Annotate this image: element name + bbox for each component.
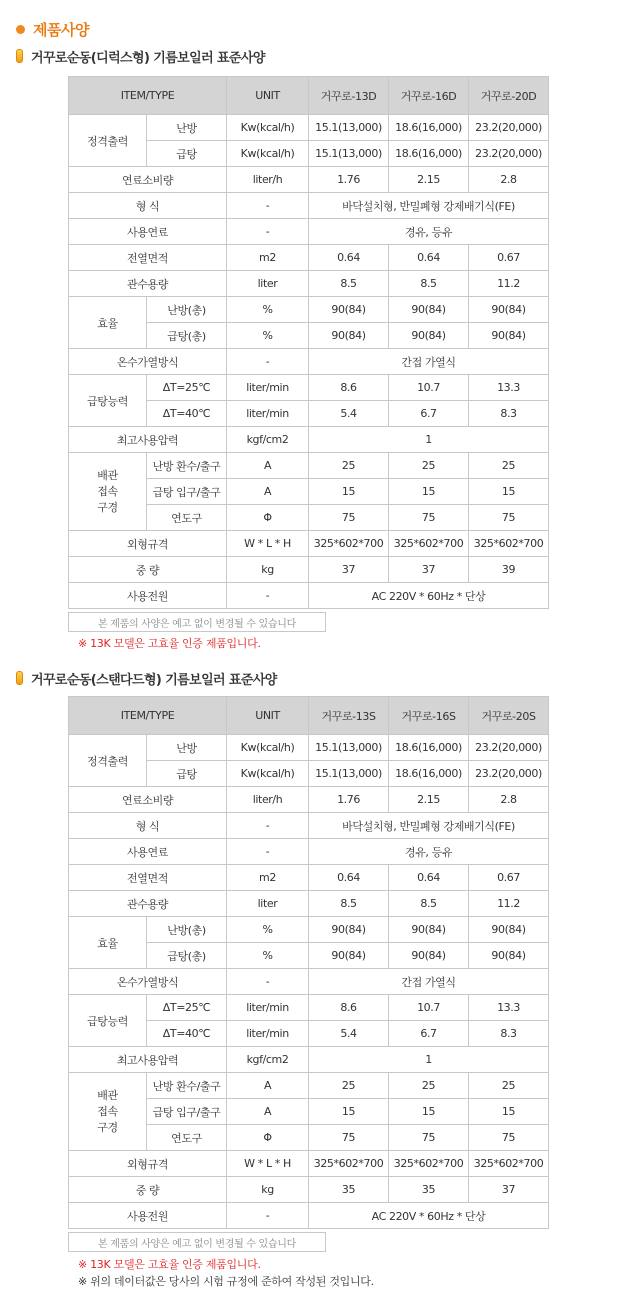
table-row [69, 1073, 549, 1099]
value-cell: 325*602*700 [469, 1151, 549, 1177]
value-cell: 2.15 [389, 787, 469, 813]
unit-cell: W * L * H [227, 531, 309, 557]
table-row [69, 167, 549, 193]
sub-label: 난방 [147, 735, 227, 761]
sub-label: 난방 [147, 115, 227, 141]
table-row [69, 787, 549, 813]
piping-label-line: 배관 [97, 468, 118, 482]
unit-cell: % [227, 297, 309, 323]
value-cell: 90(84) [389, 917, 469, 943]
value-cell: 18.6(16,000) [389, 735, 469, 761]
unit-cell: m2 [227, 865, 309, 891]
row-label: 사용전원 [69, 1203, 227, 1229]
unit-cell: % [227, 917, 309, 943]
row-label: 형 식 [69, 193, 227, 219]
bullet-icon [16, 25, 25, 34]
value-cell: 90(84) [309, 917, 389, 943]
row-label: 온수가열방식 [69, 969, 227, 995]
value-cell: 0.64 [389, 245, 469, 271]
row-label: 정격출력 [69, 735, 147, 787]
value-cell: 90(84) [389, 943, 469, 969]
value-cell: 75 [389, 1125, 469, 1151]
unit-cell: A [227, 1073, 309, 1099]
section-title-deluxe [16, 46, 265, 66]
unit-cell: liter/min [227, 375, 309, 401]
unit-cell: liter [227, 891, 309, 917]
sub-label: ΔT=40℃ [147, 1021, 227, 1047]
row-label-piping [69, 453, 147, 531]
unit-cell: kg [227, 557, 309, 583]
piping-label-line: 구경 [97, 1120, 118, 1134]
value-cell: 90(84) [389, 323, 469, 349]
sub-label: 난방(총) [147, 297, 227, 323]
value-cell: 90(84) [469, 323, 549, 349]
unit-cell: kg [227, 1177, 309, 1203]
value-cell: 8.5 [389, 271, 469, 297]
value-cell: 37 [469, 1177, 549, 1203]
value-cell: 간접 가열식 [309, 349, 549, 375]
value-cell: 0.64 [389, 865, 469, 891]
row-label: 연료소비량 [69, 167, 227, 193]
section-marker-icon [16, 671, 23, 685]
table-header-row [69, 77, 549, 115]
value-cell: 18.6(16,000) [389, 141, 469, 167]
value-cell: 25 [469, 453, 549, 479]
table-row [69, 839, 549, 865]
table-row [69, 245, 549, 271]
table-row [69, 453, 549, 479]
sub-label: 연도구 [147, 1125, 227, 1151]
value-cell: 25 [469, 1073, 549, 1099]
table-row [69, 1177, 549, 1203]
sub-label: ΔT=40℃ [147, 401, 227, 427]
table-row [69, 735, 549, 761]
section-title-text: 거꾸로순동(스탠다드형) 기름보일러 표준사양 [31, 672, 277, 688]
value-cell: 25 [389, 1073, 469, 1099]
unit-cell: - [227, 813, 309, 839]
table-row [69, 271, 549, 297]
row-label: 외형규격 [69, 1151, 227, 1177]
value-cell: 15 [389, 479, 469, 505]
value-cell: 23.2(20,000) [469, 735, 549, 761]
unit-cell: - [227, 969, 309, 995]
table-row [69, 1047, 549, 1073]
value-cell: 37 [309, 557, 389, 583]
row-label-piping [69, 1073, 147, 1151]
section-marker-icon [16, 49, 23, 63]
value-cell: 10.7 [389, 995, 469, 1021]
table-row [69, 813, 549, 839]
header-model: 거꾸로-16D [389, 77, 469, 115]
value-cell: 1.76 [309, 787, 389, 813]
table-row [69, 375, 549, 401]
row-label: 관수용량 [69, 271, 227, 297]
value-cell: 15 [469, 1099, 549, 1125]
value-cell: 25 [389, 453, 469, 479]
value-cell: 13.3 [469, 375, 549, 401]
unit-cell: W * L * H [227, 1151, 309, 1177]
unit-cell: Kw(kcal/h) [227, 761, 309, 787]
unit-cell: Kw(kcal/h) [227, 141, 309, 167]
value-cell: 10.7 [389, 375, 469, 401]
sub-label: 연도구 [147, 505, 227, 531]
piping-label-line: 배관 [97, 1088, 118, 1102]
value-cell: AC 220V * 60Hz * 단상 [309, 1203, 549, 1229]
value-cell: 8.6 [309, 995, 389, 1021]
unit-cell: - [227, 1203, 309, 1229]
header-model: 거꾸로-20D [469, 77, 549, 115]
row-label: 외형규격 [69, 531, 227, 557]
row-label: 사용연료 [69, 839, 227, 865]
value-cell: 2.8 [469, 167, 549, 193]
value-cell: 15 [309, 1099, 389, 1125]
unit-cell: liter/min [227, 1021, 309, 1047]
table-row [69, 891, 549, 917]
value-cell: 325*602*700 [469, 531, 549, 557]
row-label: 관수용량 [69, 891, 227, 917]
value-cell: 90(84) [469, 297, 549, 323]
page-title [16, 16, 89, 42]
unit-cell: kgf/cm2 [227, 427, 309, 453]
notice-box: 본 제품의 사양은 예고 없이 변경될 수 있습니다 [68, 612, 326, 632]
piping-label-line: 접속 [97, 484, 118, 498]
value-cell: 325*602*700 [309, 1151, 389, 1177]
value-cell: 90(84) [469, 943, 549, 969]
value-cell: 2.8 [469, 787, 549, 813]
value-cell: 8.5 [309, 271, 389, 297]
value-cell: 23.2(20,000) [469, 115, 549, 141]
page-title-text: 제품사양 [33, 20, 89, 39]
spec-table-deluxe [68, 76, 549, 609]
value-cell: 5.4 [309, 1021, 389, 1047]
table-row [69, 115, 549, 141]
piping-label-line: 구경 [97, 500, 118, 514]
value-cell: 0.64 [309, 865, 389, 891]
table-header-row [69, 697, 549, 735]
value-cell: 바닥설치형, 반밀폐형 강제배기식(FE) [309, 193, 549, 219]
unit-cell: Φ [227, 1125, 309, 1151]
row-label: 정격출력 [69, 115, 147, 167]
sub-label: 급탕(총) [147, 943, 227, 969]
value-cell: 15.1(13,000) [309, 115, 389, 141]
value-cell: 15.1(13,000) [309, 141, 389, 167]
value-cell: 6.7 [389, 401, 469, 427]
unit-cell: Kw(kcal/h) [227, 735, 309, 761]
unit-cell: A [227, 1099, 309, 1125]
sub-label: 급탕 [147, 761, 227, 787]
sub-label: 급탕 입구/출구 [147, 479, 227, 505]
row-label: 전열면적 [69, 865, 227, 891]
section-title-standard [16, 668, 277, 688]
value-cell: 23.2(20,000) [469, 141, 549, 167]
row-label: 효율 [69, 917, 147, 969]
value-cell: 15.1(13,000) [309, 735, 389, 761]
table-row [69, 1203, 549, 1229]
header-model: 거꾸로-16S [389, 697, 469, 735]
table-row [69, 531, 549, 557]
row-label: 급탕능력 [69, 995, 147, 1047]
unit-cell: % [227, 323, 309, 349]
table-row [69, 917, 549, 943]
value-cell: 8.3 [469, 401, 549, 427]
unit-cell: m2 [227, 245, 309, 271]
value-cell: 경유, 등유 [309, 839, 549, 865]
value-cell: 90(84) [309, 297, 389, 323]
note-high-efficiency: ※ 13K 모델은 고효율 인증 제품입니다. [78, 1258, 261, 1271]
value-cell: 35 [309, 1177, 389, 1203]
value-cell: 15.1(13,000) [309, 761, 389, 787]
row-label: 중 량 [69, 557, 227, 583]
table-row [69, 969, 549, 995]
value-cell: 0.64 [309, 245, 389, 271]
value-cell: 1 [309, 1047, 549, 1073]
header-unit: UNIT [227, 77, 309, 115]
value-cell: 75 [469, 505, 549, 531]
value-cell: 11.2 [469, 891, 549, 917]
row-label: 전열면적 [69, 245, 227, 271]
header-unit: UNIT [227, 697, 309, 735]
value-cell: 90(84) [469, 917, 549, 943]
row-label: 급탕능력 [69, 375, 147, 427]
unit-cell: - [227, 349, 309, 375]
table-row [69, 297, 549, 323]
row-label: 최고사용압력 [69, 1047, 227, 1073]
value-cell: 75 [389, 505, 469, 531]
unit-cell: kgf/cm2 [227, 1047, 309, 1073]
row-label: 중 량 [69, 1177, 227, 1203]
value-cell: 11.2 [469, 271, 549, 297]
value-cell: 39 [469, 557, 549, 583]
value-cell: 8.6 [309, 375, 389, 401]
value-cell: 90(84) [309, 943, 389, 969]
note-test-standard: ※ 위의 데이터값은 당사의 시험 규정에 준하여 작성된 것입니다. [78, 1275, 374, 1288]
value-cell: 15 [309, 479, 389, 505]
unit-cell: - [227, 583, 309, 609]
unit-cell: - [227, 839, 309, 865]
value-cell: 75 [309, 1125, 389, 1151]
row-label: 최고사용압력 [69, 427, 227, 453]
sub-label: 난방 환수/출구 [147, 1073, 227, 1099]
header-item-type: ITEM/TYPE [69, 77, 227, 115]
value-cell: 37 [389, 557, 469, 583]
table-row [69, 583, 549, 609]
spec-table-standard [68, 696, 549, 1229]
value-cell: 1.76 [309, 167, 389, 193]
value-cell: 8.5 [309, 891, 389, 917]
value-cell: 0.67 [469, 865, 549, 891]
table-row [69, 557, 549, 583]
header-model: 거꾸로-13S [309, 697, 389, 735]
sub-label: 급탕(총) [147, 323, 227, 349]
sub-label: 난방 환수/출구 [147, 453, 227, 479]
value-cell: 75 [469, 1125, 549, 1151]
row-label: 효율 [69, 297, 147, 349]
row-label: 사용전원 [69, 583, 227, 609]
sub-label: 급탕 입구/출구 [147, 1099, 227, 1125]
unit-cell: Kw(kcal/h) [227, 115, 309, 141]
unit-cell: - [227, 193, 309, 219]
notice-box: 본 제품의 사양은 예고 없이 변경될 수 있습니다 [68, 1232, 326, 1252]
header-model: 거꾸로-13D [309, 77, 389, 115]
sub-label: ΔT=25℃ [147, 375, 227, 401]
value-cell: AC 220V * 60Hz * 단상 [309, 583, 549, 609]
header-item-type: ITEM/TYPE [69, 697, 227, 735]
value-cell: 2.15 [389, 167, 469, 193]
value-cell: 325*602*700 [309, 531, 389, 557]
value-cell: 75 [309, 505, 389, 531]
sub-label: ΔT=25℃ [147, 995, 227, 1021]
table-row [69, 349, 549, 375]
row-label: 연료소비량 [69, 787, 227, 813]
row-label: 사용연료 [69, 219, 227, 245]
unit-cell: % [227, 943, 309, 969]
sub-label: 급탕 [147, 141, 227, 167]
value-cell: 325*602*700 [389, 1151, 469, 1177]
unit-cell: A [227, 453, 309, 479]
value-cell: 6.7 [389, 1021, 469, 1047]
value-cell: 90(84) [389, 297, 469, 323]
unit-cell: liter [227, 271, 309, 297]
unit-cell: liter/h [227, 167, 309, 193]
table-row [69, 995, 549, 1021]
value-cell: 35 [389, 1177, 469, 1203]
value-cell: 15 [469, 479, 549, 505]
value-cell: 8.3 [469, 1021, 549, 1047]
value-cell: 18.6(16,000) [389, 761, 469, 787]
unit-cell: liter/h [227, 787, 309, 813]
unit-cell: A [227, 479, 309, 505]
row-label: 온수가열방식 [69, 349, 227, 375]
value-cell: 바닥설치형, 반밀폐형 강제배기식(FE) [309, 813, 549, 839]
value-cell: 8.5 [389, 891, 469, 917]
value-cell: 13.3 [469, 995, 549, 1021]
table-row [69, 427, 549, 453]
section-title-text: 거꾸로순동(디럭스형) 기름보일러 표준사양 [31, 50, 265, 66]
value-cell: 25 [309, 453, 389, 479]
value-cell: 23.2(20,000) [469, 761, 549, 787]
row-label: 형 식 [69, 813, 227, 839]
unit-cell: liter/min [227, 401, 309, 427]
sub-label: 난방(총) [147, 917, 227, 943]
value-cell: 325*602*700 [389, 531, 469, 557]
value-cell: 15 [389, 1099, 469, 1125]
value-cell: 1 [309, 427, 549, 453]
table-row [69, 1151, 549, 1177]
unit-cell: - [227, 219, 309, 245]
unit-cell: liter/min [227, 995, 309, 1021]
table-row [69, 193, 549, 219]
unit-cell: Φ [227, 505, 309, 531]
table-row [69, 865, 549, 891]
value-cell: 5.4 [309, 401, 389, 427]
value-cell: 경유, 등유 [309, 219, 549, 245]
note-high-efficiency: ※ 13K 모델은 고효율 인증 제품입니다. [78, 637, 261, 650]
header-model: 거꾸로-20S [469, 697, 549, 735]
table-row [69, 219, 549, 245]
piping-label-line: 접속 [97, 1104, 118, 1118]
value-cell: 간접 가열식 [309, 969, 549, 995]
value-cell: 25 [309, 1073, 389, 1099]
value-cell: 18.6(16,000) [389, 115, 469, 141]
value-cell: 90(84) [309, 323, 389, 349]
value-cell: 0.67 [469, 245, 549, 271]
